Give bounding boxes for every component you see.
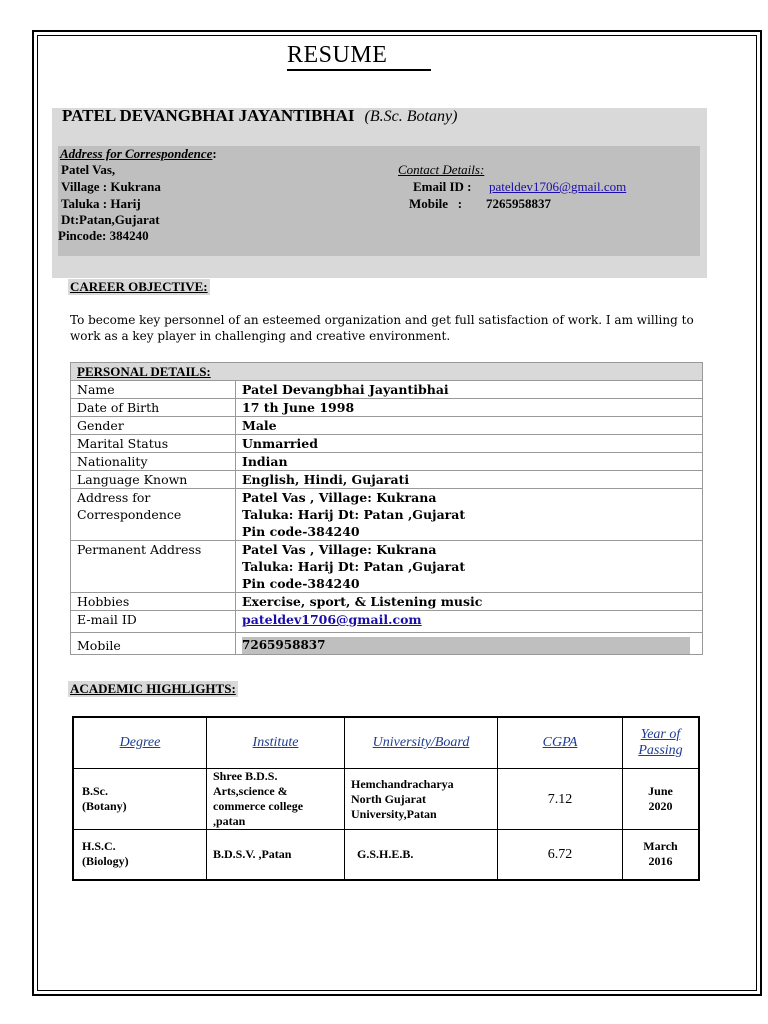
- field-label: Address for Correspondence: [71, 489, 236, 541]
- cell-line: June: [648, 784, 673, 798]
- personal-details-table: [70, 362, 703, 655]
- field-value: [236, 541, 703, 593]
- cell-line: B.D.S.V. ,Patan: [213, 846, 292, 861]
- email-link[interactable]: [489, 179, 626, 195]
- resume-title: RESUME: [287, 42, 388, 68]
- table-row: [71, 541, 703, 593]
- table-row: [71, 453, 703, 471]
- address-box: [58, 146, 700, 256]
- cell-line: 2016: [648, 854, 673, 869]
- institute-cell: [207, 769, 345, 830]
- candidate-name: PATEL DEVANGBHAI JAYANTIBHAI: [62, 106, 355, 125]
- address-line-2: Village : Kukrana: [61, 179, 161, 194]
- candidate-name-line: [62, 106, 457, 126]
- table-row: [71, 399, 703, 417]
- address-line-5: Pincode: 384240: [58, 228, 149, 243]
- career-objective-heading: CAREER OBJECTIVE:: [70, 279, 208, 294]
- value-line: Patel Vas , Village: Kukrana: [242, 542, 437, 557]
- cell-line: University,Patan: [351, 806, 437, 821]
- field-value: 17 th June 1998: [236, 399, 703, 417]
- academic-table: [72, 716, 700, 881]
- value-line: Taluka: Harij Dt: Patan ,Gujarat: [242, 559, 466, 574]
- field-value: Indian: [236, 453, 703, 471]
- cell-line: 2020: [648, 799, 673, 813]
- value-line: Pin code-384240: [242, 524, 360, 539]
- university-cell: [345, 830, 498, 880]
- column-header: University/Board: [345, 717, 498, 769]
- address-label: Address for Correspondence: [60, 146, 213, 161]
- career-objective-text: To become key personnel of an esteemed organization and get full satisfaction of work. I am willing to work as a key player in challenging and creative environment.: [70, 313, 694, 343]
- field-value: Male: [236, 417, 703, 435]
- column-header: Degree: [73, 717, 207, 769]
- field-label: Date of Birth: [71, 399, 236, 417]
- field-label: Nationality: [71, 453, 236, 471]
- year-cell: [623, 769, 700, 830]
- field-value: Unmarried: [236, 435, 703, 453]
- cell-line: (Botany): [82, 799, 127, 813]
- cell-line: commerce college: [213, 799, 304, 813]
- table-row: [71, 633, 703, 655]
- mobile-value: 7265958837: [486, 196, 551, 211]
- table-row: [71, 435, 703, 453]
- email-label: Email ID :: [413, 179, 472, 194]
- field-value[interactable]: [236, 611, 703, 633]
- cell-line: H.S.C.: [82, 839, 116, 854]
- mobile-label: Mobile :: [409, 196, 463, 211]
- column-header: Institute: [207, 717, 345, 769]
- cell-line: North Gujarat: [351, 791, 426, 806]
- cell-line: ,patan: [213, 814, 246, 828]
- degree-cell: [73, 830, 207, 880]
- address-heading: [60, 146, 217, 162]
- cell-line: Hemchandracharya: [351, 776, 454, 791]
- table-row: [71, 489, 703, 541]
- contact-heading: Contact Details:: [398, 162, 485, 177]
- field-label: Permanent Address: [71, 541, 236, 593]
- cgpa-cell: 6.72: [498, 830, 623, 880]
- address-line-4: Dt:Patan,Gujarat: [61, 212, 160, 227]
- field-value: [236, 633, 703, 655]
- column-header: CGPA: [498, 717, 623, 769]
- institute-cell: [207, 830, 345, 880]
- field-value: English, Hindi, Gujarati: [236, 471, 703, 489]
- value-line: Patel Vas , Village: Kukrana: [242, 490, 437, 505]
- field-label: E-mail ID: [71, 611, 236, 633]
- address-line-3: Taluka : Harij: [61, 196, 141, 211]
- university-cell: [345, 769, 498, 830]
- field-value: [236, 489, 703, 541]
- cgpa-cell: 7.12: [498, 769, 623, 830]
- personal-details-heading: PERSONAL DETAILS:: [71, 363, 703, 381]
- field-label: Mobile: [71, 633, 236, 655]
- year-cell: [623, 830, 700, 880]
- value-line: Pin code-384240: [242, 576, 360, 591]
- academic-heading: ACADEMIC HIGHLIGHTS:: [70, 681, 236, 696]
- address-colon: :: [212, 146, 217, 161]
- value-line: Taluka: Harij Dt: Patan ,Gujarat: [242, 507, 466, 522]
- cell-line: March: [643, 839, 678, 854]
- cell-line: Arts,science &: [213, 784, 288, 798]
- field-value: Patel Devangbhai Jayantibhai: [236, 381, 703, 399]
- table-row: [71, 471, 703, 489]
- cell-line: G.S.H.E.B.: [357, 846, 414, 861]
- table-row: [71, 381, 703, 399]
- field-label: Marital Status: [71, 435, 236, 453]
- field-label: Language Known: [71, 471, 236, 489]
- table-row: [73, 830, 699, 880]
- email-link[interactable]: pateldev1706@gmail.com: [242, 612, 422, 627]
- address-line-1: Patel Vas,: [61, 162, 116, 177]
- field-value: Exercise, sport, & Listening music: [236, 593, 703, 611]
- academic-header-row: [73, 717, 699, 769]
- cell-line: B.Sc.: [82, 784, 109, 798]
- email-link-text[interactable]: pateldev1706@gmail.com: [489, 179, 627, 194]
- candidate-degree: (B.Sc. Botany): [364, 108, 458, 125]
- table-row: [71, 417, 703, 435]
- degree-cell: [73, 769, 207, 830]
- field-label: Name: [71, 381, 236, 399]
- cell-line: Shree B.D.S.: [213, 769, 278, 783]
- column-header: Year of Passing: [623, 717, 700, 769]
- table-row: [73, 769, 699, 830]
- table-row: [71, 611, 703, 633]
- personal-details-header-row: [71, 363, 703, 381]
- table-row: [71, 593, 703, 611]
- title-underline: [287, 69, 431, 71]
- field-label: Hobbies: [71, 593, 236, 611]
- cell-line: (Biology): [82, 854, 129, 869]
- mobile-value: 7265958837: [242, 637, 690, 654]
- field-label: Gender: [71, 417, 236, 435]
